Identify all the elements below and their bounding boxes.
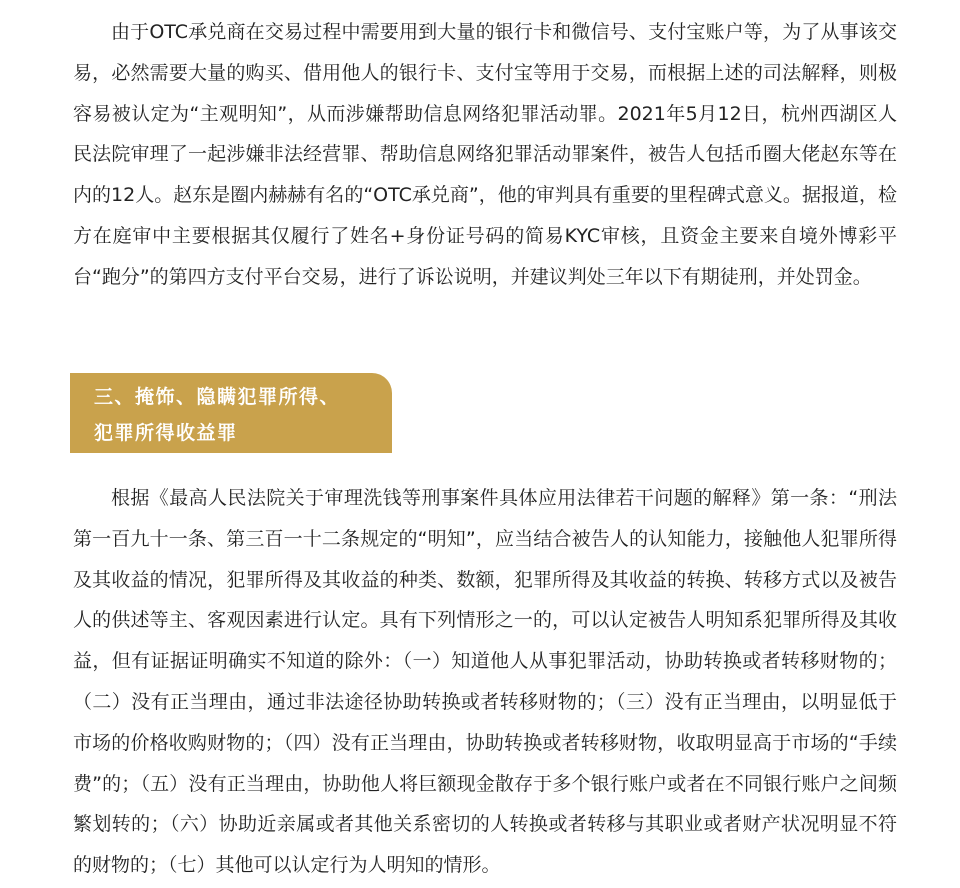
article-paragraph: 根据《最高人民法院关于审理洗钱等刑事案件具体应用法律若干问题的解释》第一条：“刑法第一百九十一条、第三百一十二条规定的“明知”，应当结合被告人的认知能力，接触他人犯罪所得及其收益的情况，犯罪所得及其收益的种类、数额，犯罪所得及其收益的转换、转移方式以及被告人的供述等主、客观因素进行认定。具有下列情形之一的，可以认定被告人明知系犯罪所得及其收益，但有证据证明确实不知道的除外：（一）知道他人从事犯罪活动，协助转换或者转移财物的；（二）没有正当理由，通过非法途径协助转换或者转移财物的；（三）没有正当理由，以明显低于市场的价格收购财物的；（四）没有正当理由，协助转换或者转移财物，收取明显高于市场的“手续费”的；（五）没有正当理由，协助他人将巨额现金散存于多个银行账户或者在不同银行账户之间频繁划转的；（六）协助近亲属或者其他关系密切的人转换或者转移与其职业或者财产状况明显不符的财物的；（七）其他可以认定行为人明知的情形。 [73,487,897,877]
section-heading-banner [70,373,392,453]
article-paragraph: 由于OTC承兑商在交易过程中需要用到大量的银行卡和微信号、支付宝账户等，为了从事该交易，必然需要大量的购买、借用他人的银行卡、支付宝等用于交易，而根据上述的司法解释，则极容易被认定为“主观明知”，从而涉嫌帮助信息网络犯罪活动罪。2021年5月12日，杭州西湖区人民法院审理了一起涉嫌非法经营罪、帮助信息网络犯罪活动罪案件，被告人包括币圈大佬赵东等在内的12人。赵东是圈内赫赫有名的“OTC承兑商”，他的审判具有重要的里程碑式意义。据报道，检方在庭审中主要根据其仅履行了姓名+身份证号码的简易KYC审核，且资金主要来自境外博彩平台“跑分”的第四方支付平台交易，进行了诉讼说明，并建议判处三年以下有期徒刑，并处罚金。 [73,21,897,288]
section-heading [94,379,392,451]
section-heading-line: 三、掩饰、隐瞒犯罪所得、 [94,386,341,408]
section-heading-line: 犯罪所得收益罪 [94,422,238,444]
